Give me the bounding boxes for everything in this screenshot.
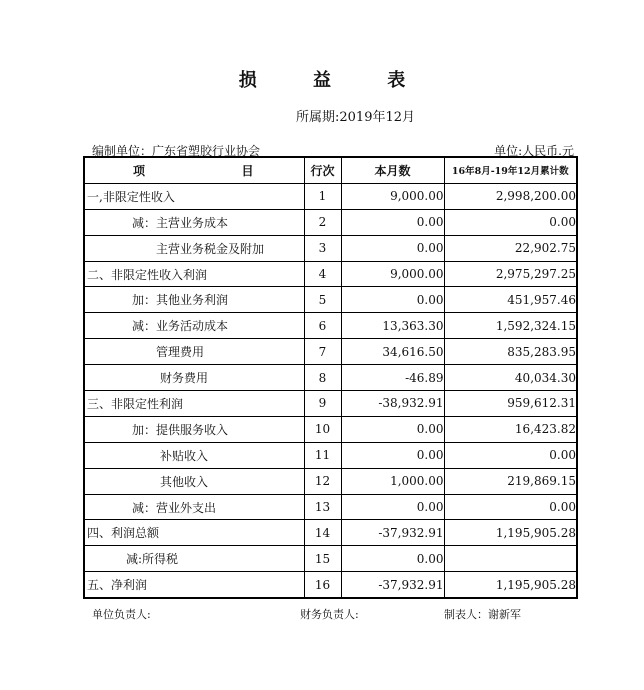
row-label: 财务费用 bbox=[84, 365, 304, 391]
report-period: 所属期:2019年12月 bbox=[296, 110, 416, 125]
column-header-item-left: 项 bbox=[133, 163, 146, 178]
row-cumulative-value: 835,283.95 bbox=[444, 339, 577, 365]
row-label: 加：提供服务收入 bbox=[84, 416, 304, 442]
row-label: 减:所得税 bbox=[84, 546, 304, 572]
table-row bbox=[84, 235, 577, 261]
row-cumulative-value: 1,592,324.15 bbox=[444, 313, 577, 339]
table-row bbox=[84, 468, 577, 494]
table-row bbox=[84, 416, 577, 442]
column-header-cumulative: 16年8月-19年12月累计数 bbox=[444, 157, 577, 183]
column-header-item-right: 目 bbox=[241, 163, 254, 178]
row-month-value: 34,616.50 bbox=[341, 339, 444, 365]
column-header-month: 本月数 bbox=[341, 157, 444, 183]
row-line-no: 6 bbox=[304, 313, 341, 339]
row-month-value: 1,000.00 bbox=[341, 468, 444, 494]
row-line-no: 11 bbox=[304, 442, 341, 468]
row-month-value: -46.89 bbox=[341, 365, 444, 391]
preparer-signature: 制表人：谢新军 bbox=[444, 608, 521, 621]
currency-unit: 单位:人民币.元 bbox=[494, 144, 574, 158]
row-cumulative-value: 40,034.30 bbox=[444, 365, 577, 391]
row-line-no: 4 bbox=[304, 261, 341, 287]
row-cumulative-value: 0.00 bbox=[444, 209, 577, 235]
table-row bbox=[84, 572, 577, 598]
finance-head-signature: 财务负责人: bbox=[300, 608, 359, 621]
row-label: 二、非限定性收入利润 bbox=[84, 261, 304, 287]
row-label: 一,非限定性收入 bbox=[84, 183, 304, 209]
row-cumulative-value: 0.00 bbox=[444, 494, 577, 520]
row-month-value: -38,932.91 bbox=[341, 391, 444, 417]
row-cumulative-value: 0.00 bbox=[444, 442, 577, 468]
row-label: 减：主营业务成本 bbox=[84, 209, 304, 235]
row-month-value: 0.00 bbox=[341, 209, 444, 235]
row-line-no: 8 bbox=[304, 365, 341, 391]
row-cumulative-value bbox=[444, 546, 577, 572]
column-header-item bbox=[84, 157, 304, 183]
row-cumulative-value: 959,612.31 bbox=[444, 391, 577, 417]
table-row bbox=[84, 546, 577, 572]
row-month-value: 0.00 bbox=[341, 442, 444, 468]
row-label: 加：其他业务利润 bbox=[84, 287, 304, 313]
row-month-value: -37,932.91 bbox=[341, 520, 444, 546]
row-line-no: 2 bbox=[304, 209, 341, 235]
table-row bbox=[84, 313, 577, 339]
table-row bbox=[84, 183, 577, 209]
income-statement-table bbox=[83, 156, 578, 599]
row-line-no: 16 bbox=[304, 572, 341, 598]
row-label: 其他收入 bbox=[84, 468, 304, 494]
row-line-no: 15 bbox=[304, 546, 341, 572]
table-row bbox=[84, 209, 577, 235]
row-cumulative-value: 2,975,297.25 bbox=[444, 261, 577, 287]
report-title bbox=[0, 66, 644, 92]
row-cumulative-value: 451,957.46 bbox=[444, 287, 577, 313]
row-line-no: 13 bbox=[304, 494, 341, 520]
row-line-no: 14 bbox=[304, 520, 341, 546]
row-cumulative-value: 22,902.75 bbox=[444, 235, 577, 261]
table-row bbox=[84, 494, 577, 520]
row-label: 五、净利润 bbox=[84, 572, 304, 598]
row-label: 主营业务税金及附加 bbox=[84, 235, 304, 261]
row-month-value: 9,000.00 bbox=[341, 183, 444, 209]
table-row bbox=[84, 365, 577, 391]
row-cumulative-value: 1,195,905.28 bbox=[444, 520, 577, 546]
row-month-value: 13,363.30 bbox=[341, 313, 444, 339]
row-month-value: -37,932.91 bbox=[341, 572, 444, 598]
row-month-value: 0.00 bbox=[341, 287, 444, 313]
row-line-no: 7 bbox=[304, 339, 341, 365]
row-label: 四、利润总额 bbox=[84, 520, 304, 546]
row-line-no: 1 bbox=[304, 183, 341, 209]
column-header-line-no: 行次 bbox=[304, 157, 341, 183]
table-row bbox=[84, 391, 577, 417]
table-row bbox=[84, 261, 577, 287]
row-line-no: 5 bbox=[304, 287, 341, 313]
row-line-no: 9 bbox=[304, 391, 341, 417]
row-month-value: 0.00 bbox=[341, 235, 444, 261]
table-row bbox=[84, 339, 577, 365]
title-char: 表 bbox=[387, 70, 406, 91]
row-line-no: 12 bbox=[304, 468, 341, 494]
row-month-value: 9,000.00 bbox=[341, 261, 444, 287]
row-month-value: 0.00 bbox=[341, 416, 444, 442]
row-cumulative-value: 2,998,200.00 bbox=[444, 183, 577, 209]
table-row bbox=[84, 520, 577, 546]
row-line-no: 10 bbox=[304, 416, 341, 442]
row-label: 三、非限定性利润 bbox=[84, 391, 304, 417]
unit-head-signature: 单位负责人: bbox=[92, 608, 151, 621]
row-label: 减：营业外支出 bbox=[84, 494, 304, 520]
row-cumulative-value: 16,423.82 bbox=[444, 416, 577, 442]
row-month-value: 0.00 bbox=[341, 546, 444, 572]
row-label: 减：业务活动成本 bbox=[84, 313, 304, 339]
row-cumulative-value: 219,869.15 bbox=[444, 468, 577, 494]
row-cumulative-value: 1,195,905.28 bbox=[444, 572, 577, 598]
table-header-row bbox=[84, 157, 577, 183]
table-row bbox=[84, 442, 577, 468]
row-label: 管理费用 bbox=[84, 339, 304, 365]
row-line-no: 3 bbox=[304, 235, 341, 261]
table-row bbox=[84, 287, 577, 313]
title-char: 损 bbox=[238, 70, 257, 91]
organization: 编制单位：广东省塑胶行业协会 bbox=[92, 144, 261, 158]
title-char: 益 bbox=[313, 70, 331, 91]
row-month-value: 0.00 bbox=[341, 494, 444, 520]
row-label: 补贴收入 bbox=[84, 442, 304, 468]
